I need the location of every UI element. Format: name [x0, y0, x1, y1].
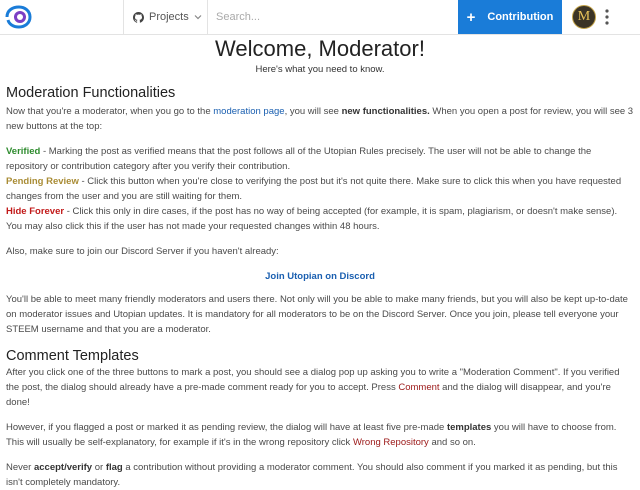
flag-bold: flag — [105, 462, 123, 473]
contribution-label: Contribution — [487, 11, 554, 23]
verified-text: - Marking the post as verified means that the post follows all of the Utopian Rules precisely. The user will not be able to change the repository or contribution category after you verify their contribution. — [6, 146, 592, 172]
intro-paragraph — [6, 104, 634, 134]
never-text: or — [92, 462, 106, 473]
avatar[interactable]: M — [572, 5, 596, 29]
never-paragraph — [6, 460, 634, 490]
moderation-page-link[interactable]: moderation page — [213, 106, 285, 117]
pending-label: Pending Review — [6, 176, 79, 187]
contribution-button[interactable] — [458, 0, 562, 34]
pending-text: - Click this button when you're close to verifying the post but it's not quite there. Make sure to click this when you have requested changes from the user and you are still waiting for them. — [6, 176, 622, 202]
flagged-paragraph — [6, 420, 634, 450]
pending-paragraph — [6, 174, 634, 204]
chevron-down-icon — [194, 12, 202, 24]
never-text: Never — [6, 462, 34, 473]
main-content — [6, 36, 634, 490]
projects-label: Projects — [149, 11, 189, 23]
intro-bold: new functionalities. — [341, 106, 430, 117]
wrong-repository-link[interactable]: Wrong Repository — [352, 437, 429, 448]
search-input[interactable] — [207, 0, 457, 34]
comment-link[interactable]: Comment — [398, 382, 440, 393]
templates-text: and the dialog will disappear, and you're done! — [6, 382, 611, 408]
flagged-text: However, if you flagged a post or marked it as pending review, the dialog will have at least five pre-made — [6, 422, 447, 433]
templates-text: After you click one of the three buttons to mark a post, you should see a dialog pop up asking you to write a "Moderation Comment". If you verified the post, the dialog should already have a pre-made comment ready for you to accept. Press — [6, 367, 620, 393]
accept-verify-bold: accept/verify — [33, 462, 93, 473]
intro-text: When you open a post for review, you will see 3 new buttons at the top: — [6, 106, 634, 132]
utopian-logo-icon[interactable] — [3, 4, 33, 30]
more-options-icon[interactable] — [601, 8, 613, 26]
page-title: Welcome, Moderator! — [215, 36, 425, 61]
projects-dropdown[interactable] — [123, 0, 208, 34]
section-heading-moderation: Moderation Functionalities — [6, 85, 176, 101]
discord-paragraph: You'll be able to meet many friendly moderators and users there. Not only will you be able to make many friends, but you will also be kept up-to-date on moderator issues and Utopian updates. It is mandatory for all moderators to be on the Discord Server. Once you join, please tell everyone your STEEM username and that you are a moderator. — [6, 294, 628, 335]
templates-bold: templates — [446, 422, 492, 433]
flagged-text: and so on. — [428, 437, 476, 448]
intro-text: Now that you're a moderator, when you go to the — [6, 106, 214, 117]
hide-label: Hide Forever — [6, 206, 65, 217]
section-heading-templates: Comment Templates — [6, 348, 139, 364]
discord-link[interactable]: Join Utopian on Discord — [265, 271, 375, 282]
search-placeholder: Search... — [216, 11, 261, 23]
never-text: a contribution without providing a moderator comment. You should also comment if you marked it as pending, but this isn't completely mandatory. — [6, 462, 618, 488]
discord-prompt: Also, make sure to join our Discord Server if you haven't already: — [6, 246, 279, 257]
flagged-text: you will have to choose from. This will usually be self-explanatory, for example if it's in the wrong repository click — [6, 422, 617, 448]
hide-paragraph — [6, 204, 634, 234]
top-navigation-bar — [0, 0, 640, 35]
github-icon — [133, 12, 144, 23]
plus-icon: + — [466, 8, 476, 26]
intro-text: , you will see — [284, 106, 342, 117]
verified-paragraph — [6, 144, 634, 174]
verified-label: Verified — [6, 146, 41, 157]
hide-text: - Click this only in dire cases, if the post has no way of being accepted (for example, it is spam, plagiarism, or doesn't make sense). You may also click this if the user has not made your requested changes within 48 hours. — [6, 206, 618, 232]
page-subtitle: Here's what you need to know. — [255, 64, 385, 75]
templates-paragraph — [6, 365, 634, 410]
